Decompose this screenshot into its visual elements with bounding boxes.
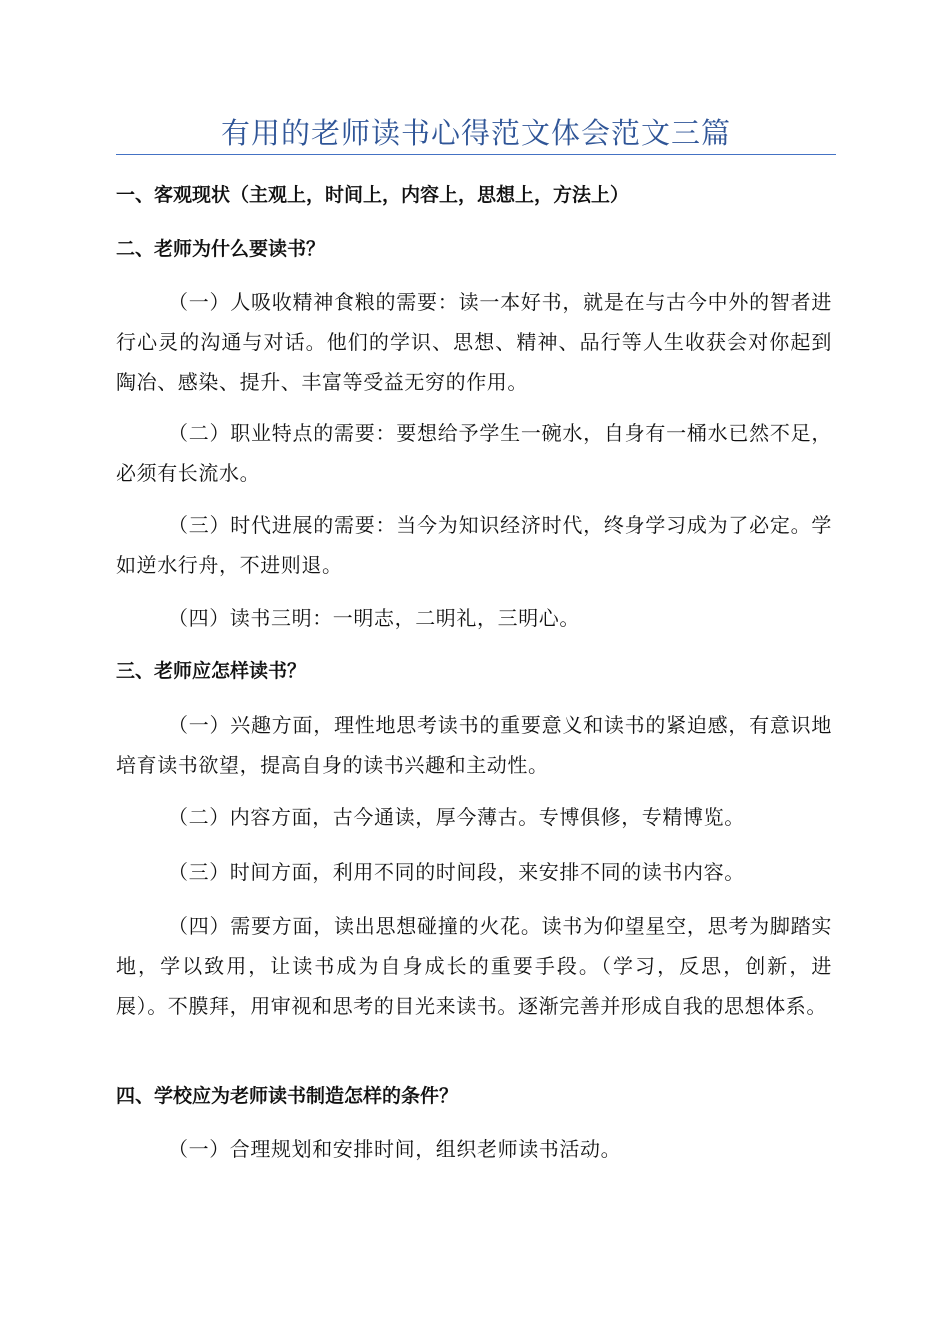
paragraph-3-1: （一）兴趣方面，理性地思考读书的重要意义和读书的紧迫感，有意识地培育读书欲望，提高自身的读书兴趣和主动性。	[116, 713, 832, 777]
paragraph-2-3: （三）时代进展的需要：当今为知识经济时代，终身学习成为了必定。学如逆水行舟，不进则退。	[116, 513, 832, 577]
paragraph-2-4: （四）读书三明：一明志，二明礼，三明心。	[168, 606, 580, 630]
paragraph-3-3: （三）时间方面，利用不同的时间段，来安排不同的读书内容。	[168, 860, 745, 884]
paragraph-3-4: （四）需要方面，读出思想碰撞的火花。读书为仰望星空，思考为脚踏实地，学以致用，让读书成为自身成长的重要手段。（学习，反思，创新，进展）。不膜拜，用审视和思考的目光来读书。逐渐完善并形成自我的思想体系。	[116, 914, 832, 1018]
paragraph-2-1: （一）人吸收精神食粮的需要：读一本好书，就是在与古今中外的智者进行心灵的沟通与对话。他们的学识、思想、精神、品行等人生收获会对你起到陶冶、感染、提升、丰富等受益无穷的作用。	[116, 290, 832, 394]
document-title: 有用的老师读书心得范文体会范文三篇	[220, 116, 731, 150]
paragraph-2-2: （二）职业特点的需要：要想给予学生一碗水，自身有一桶水已然不足，必须有长流水。	[116, 421, 832, 485]
section-heading-1: 一、客观现状（主观上，时间上，内容上，思想上，方法上）	[116, 184, 630, 206]
section-heading-4: 四、学校应为老师读书制造怎样的条件？	[116, 1085, 459, 1107]
section-heading-3: 三、老师应怎样读书？	[116, 660, 307, 682]
paragraph-4-1: （一）合理规划和安排时间，组织老师读书活动。	[168, 1137, 622, 1161]
title-underline	[116, 154, 836, 155]
section-heading-2: 二、老师为什么要读书？	[116, 238, 326, 260]
paragraph-3-2: （二）内容方面，古今通读，厚今薄古。专博俱修，专精博览。	[168, 805, 745, 829]
